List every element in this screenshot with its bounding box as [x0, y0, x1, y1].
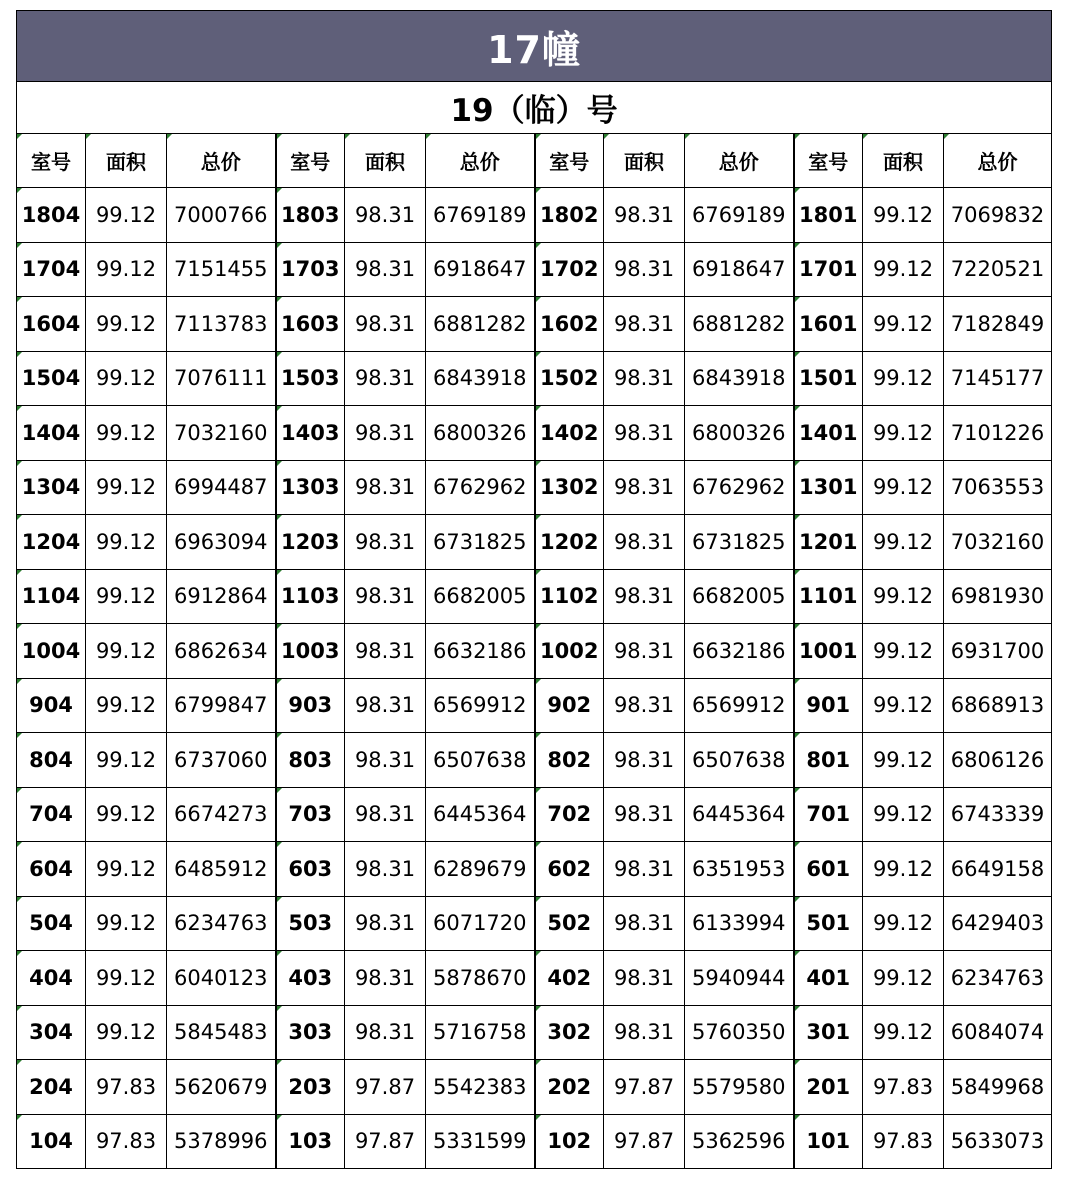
area-cell: 97.87 [345, 1060, 426, 1115]
area-cell: 99.12 [863, 787, 944, 842]
total-price-cell: 5378996 [167, 1114, 276, 1169]
area-cell: 99.12 [86, 569, 167, 624]
area-cell: 98.31 [345, 896, 426, 951]
area-cell: 99.12 [86, 1005, 167, 1060]
area-cell: 99.12 [863, 406, 944, 461]
area-cell: 97.87 [604, 1114, 685, 1169]
area-cell: 98.31 [345, 242, 426, 297]
area-cell: 99.12 [86, 678, 167, 733]
room-number-cell: 402 [535, 951, 604, 1006]
area-cell: 98.31 [604, 951, 685, 1006]
area-cell: 98.31 [604, 678, 685, 733]
area-cell: 97.83 [863, 1060, 944, 1115]
total-price-cell: 6445364 [426, 787, 535, 842]
area-cell: 99.12 [863, 896, 944, 951]
total-price-cell: 6649158 [944, 842, 1052, 897]
table-row [17, 1060, 1052, 1115]
area-cell: 98.31 [604, 733, 685, 788]
area-cell: 98.31 [604, 188, 685, 243]
total-price-cell: 6289679 [426, 842, 535, 897]
table-row [17, 1114, 1052, 1169]
total-price-cell: 6507638 [426, 733, 535, 788]
table-row [17, 188, 1052, 243]
total-price-cell: 7113783 [167, 297, 276, 352]
total-price-cell: 5878670 [426, 951, 535, 1006]
total-price-cell: 6843918 [685, 351, 794, 406]
total-price-cell: 6931700 [944, 624, 1052, 679]
total-price-header: 总价 [167, 134, 276, 188]
total-price-cell: 6799847 [167, 678, 276, 733]
room-number-cell: 1004 [17, 624, 86, 679]
total-price-header: 总价 [426, 134, 535, 188]
total-price-cell: 7145177 [944, 351, 1052, 406]
total-price-cell: 6862634 [167, 624, 276, 679]
price-list-sheet [16, 10, 1051, 1169]
area-cell: 98.31 [345, 733, 426, 788]
total-price-cell: 7076111 [167, 351, 276, 406]
area-cell: 99.12 [863, 842, 944, 897]
area-cell: 99.12 [863, 569, 944, 624]
area-cell: 99.12 [86, 515, 167, 570]
area-cell: 98.31 [345, 515, 426, 570]
room-number-cell: 1704 [17, 242, 86, 297]
total-price-cell: 5845483 [167, 1005, 276, 1060]
area-cell: 98.31 [604, 242, 685, 297]
area-cell: 99.12 [863, 460, 944, 515]
total-price-cell: 6981930 [944, 569, 1052, 624]
total-price-cell: 6881282 [426, 297, 535, 352]
room-number-cell: 601 [794, 842, 863, 897]
total-price-cell: 7063553 [944, 460, 1052, 515]
room-number-cell: 403 [276, 951, 345, 1006]
room-number-cell: 1701 [794, 242, 863, 297]
total-price-cell: 6918647 [426, 242, 535, 297]
room-number-header: 室号 [794, 134, 863, 188]
area-cell: 98.31 [604, 787, 685, 842]
total-price-cell: 6994487 [167, 460, 276, 515]
area-cell: 98.31 [604, 406, 685, 461]
room-number-cell: 103 [276, 1114, 345, 1169]
room-number-cell: 1203 [276, 515, 345, 570]
area-cell: 99.12 [863, 733, 944, 788]
table-row [17, 624, 1052, 679]
total-price-cell: 7000766 [167, 188, 276, 243]
area-cell: 98.31 [604, 842, 685, 897]
area-header: 面积 [345, 134, 426, 188]
total-price-cell: 6731825 [685, 515, 794, 570]
total-price-cell: 7101226 [944, 406, 1052, 461]
table-row [17, 515, 1052, 570]
area-cell: 98.31 [604, 569, 685, 624]
area-cell: 98.31 [604, 624, 685, 679]
room-number-cell: 104 [17, 1114, 86, 1169]
room-number-cell: 203 [276, 1060, 345, 1115]
total-price-cell: 6731825 [426, 515, 535, 570]
table-row [17, 678, 1052, 733]
total-price-cell: 6569912 [426, 678, 535, 733]
area-cell: 98.31 [604, 1005, 685, 1060]
total-price-cell: 7220521 [944, 242, 1052, 297]
room-number-cell: 901 [794, 678, 863, 733]
room-number-cell: 603 [276, 842, 345, 897]
total-price-cell: 6084074 [944, 1005, 1052, 1060]
total-price-cell: 5849968 [944, 1060, 1052, 1115]
room-number-cell: 1603 [276, 297, 345, 352]
total-price-cell: 6912864 [167, 569, 276, 624]
room-number-cell: 404 [17, 951, 86, 1006]
room-number-cell: 1103 [276, 569, 345, 624]
area-cell: 98.31 [604, 896, 685, 951]
room-number-cell: 704 [17, 787, 86, 842]
total-price-cell: 6963094 [167, 515, 276, 570]
room-number-cell: 1802 [535, 188, 604, 243]
room-number-cell: 1501 [794, 351, 863, 406]
room-number-cell: 101 [794, 1114, 863, 1169]
unit-rows [17, 188, 1052, 1169]
room-number-cell: 1803 [276, 188, 345, 243]
room-number-cell: 1104 [17, 569, 86, 624]
table-row [17, 242, 1052, 297]
area-cell: 99.12 [863, 624, 944, 679]
area-cell: 98.31 [345, 678, 426, 733]
room-number-cell: 1003 [276, 624, 345, 679]
total-price-cell: 5620679 [167, 1060, 276, 1115]
table-row [17, 406, 1052, 461]
total-price-cell: 5716758 [426, 1005, 535, 1060]
total-price-cell: 6843918 [426, 351, 535, 406]
area-cell: 99.12 [86, 733, 167, 788]
room-number-cell: 1101 [794, 569, 863, 624]
room-number-cell: 1304 [17, 460, 86, 515]
area-cell: 98.31 [604, 351, 685, 406]
room-number-cell: 701 [794, 787, 863, 842]
total-price-cell: 6737060 [167, 733, 276, 788]
total-price-cell: 7182849 [944, 297, 1052, 352]
total-price-cell: 6569912 [685, 678, 794, 733]
room-number-cell: 902 [535, 678, 604, 733]
total-price-cell: 6682005 [426, 569, 535, 624]
room-number-cell: 1404 [17, 406, 86, 461]
area-cell: 98.31 [345, 351, 426, 406]
area-cell: 98.31 [345, 569, 426, 624]
area-cell: 99.12 [863, 351, 944, 406]
building-number-subtitle: 19（临）号 [17, 82, 1052, 134]
room-number-cell: 1202 [535, 515, 604, 570]
total-price-cell: 6133994 [685, 896, 794, 951]
room-number-cell: 602 [535, 842, 604, 897]
area-cell: 97.83 [863, 1114, 944, 1169]
room-number-cell: 804 [17, 733, 86, 788]
area-cell: 98.31 [345, 188, 426, 243]
room-number-cell: 302 [535, 1005, 604, 1060]
area-cell: 97.87 [604, 1060, 685, 1115]
area-cell: 98.31 [345, 951, 426, 1006]
total-price-cell: 5760350 [685, 1005, 794, 1060]
total-price-cell: 6234763 [167, 896, 276, 951]
room-number-cell: 1503 [276, 351, 345, 406]
total-price-cell: 5940944 [685, 951, 794, 1006]
table-row [17, 569, 1052, 624]
total-price-cell: 6868913 [944, 678, 1052, 733]
total-price-cell: 5362596 [685, 1114, 794, 1169]
room-number-cell: 1703 [276, 242, 345, 297]
area-cell: 97.83 [86, 1060, 167, 1115]
room-number-cell: 703 [276, 787, 345, 842]
area-cell: 98.31 [345, 460, 426, 515]
room-number-cell: 801 [794, 733, 863, 788]
area-cell: 98.31 [604, 460, 685, 515]
total-price-cell: 6507638 [685, 733, 794, 788]
area-cell: 99.12 [863, 242, 944, 297]
room-number-cell: 1801 [794, 188, 863, 243]
total-price-cell: 6674273 [167, 787, 276, 842]
room-number-cell: 1602 [535, 297, 604, 352]
area-cell: 98.31 [604, 515, 685, 570]
area-cell: 99.12 [863, 515, 944, 570]
total-price-cell: 7151455 [167, 242, 276, 297]
area-cell: 98.31 [345, 1005, 426, 1060]
area-cell: 98.31 [345, 787, 426, 842]
total-price-cell: 6632186 [685, 624, 794, 679]
total-price-cell: 7032160 [167, 406, 276, 461]
room-number-cell: 301 [794, 1005, 863, 1060]
total-price-cell: 6040123 [167, 951, 276, 1006]
room-number-cell: 1002 [535, 624, 604, 679]
room-number-cell: 201 [794, 1060, 863, 1115]
room-number-cell: 1403 [276, 406, 345, 461]
area-cell: 99.12 [86, 406, 167, 461]
room-number-cell: 1401 [794, 406, 863, 461]
room-number-cell: 1204 [17, 515, 86, 570]
total-price-cell: 6429403 [944, 896, 1052, 951]
room-number-cell: 1804 [17, 188, 86, 243]
area-cell: 99.12 [86, 460, 167, 515]
room-number-cell: 1402 [535, 406, 604, 461]
area-cell: 98.31 [345, 406, 426, 461]
room-number-cell: 1604 [17, 297, 86, 352]
room-number-cell: 1201 [794, 515, 863, 570]
building-title: 17幢 [17, 11, 1052, 82]
area-cell: 99.12 [863, 297, 944, 352]
room-number-cell: 1504 [17, 351, 86, 406]
room-number-header: 室号 [276, 134, 345, 188]
area-header: 面积 [863, 134, 944, 188]
area-cell: 99.12 [86, 787, 167, 842]
room-number-cell: 503 [276, 896, 345, 951]
room-number-cell: 1302 [535, 460, 604, 515]
total-price-cell: 6881282 [685, 297, 794, 352]
table-row [17, 460, 1052, 515]
table-row [17, 787, 1052, 842]
area-cell: 99.12 [86, 242, 167, 297]
total-price-cell: 5633073 [944, 1114, 1052, 1169]
total-price-cell: 6918647 [685, 242, 794, 297]
total-price-cell: 6234763 [944, 951, 1052, 1006]
area-cell: 97.87 [345, 1114, 426, 1169]
total-price-cell: 5542383 [426, 1060, 535, 1115]
price-table [16, 10, 1052, 1169]
area-cell: 99.12 [86, 188, 167, 243]
table-row [17, 1005, 1052, 1060]
total-price-cell: 6800326 [426, 406, 535, 461]
table-row [17, 951, 1052, 1006]
room-number-cell: 1001 [794, 624, 863, 679]
total-price-cell: 6762962 [426, 460, 535, 515]
room-number-cell: 401 [794, 951, 863, 1006]
total-price-cell: 6351953 [685, 842, 794, 897]
room-number-cell: 1102 [535, 569, 604, 624]
table-row [17, 297, 1052, 352]
room-number-header: 室号 [535, 134, 604, 188]
room-number-cell: 1303 [276, 460, 345, 515]
area-header: 面积 [604, 134, 685, 188]
area-cell: 99.12 [86, 951, 167, 1006]
room-number-cell: 303 [276, 1005, 345, 1060]
area-cell: 98.31 [345, 842, 426, 897]
total-price-cell: 6769189 [426, 188, 535, 243]
column-header-row [17, 134, 1052, 188]
room-number-cell: 903 [276, 678, 345, 733]
total-price-header: 总价 [685, 134, 794, 188]
room-number-cell: 702 [535, 787, 604, 842]
total-price-cell: 6485912 [167, 842, 276, 897]
area-cell: 99.12 [863, 678, 944, 733]
room-number-header: 室号 [17, 134, 86, 188]
room-number-cell: 204 [17, 1060, 86, 1115]
total-price-header: 总价 [944, 134, 1052, 188]
total-price-cell: 6762962 [685, 460, 794, 515]
total-price-cell: 6800326 [685, 406, 794, 461]
total-price-cell: 6071720 [426, 896, 535, 951]
total-price-cell: 5331599 [426, 1114, 535, 1169]
area-cell: 99.12 [863, 188, 944, 243]
area-cell: 98.31 [345, 624, 426, 679]
room-number-cell: 102 [535, 1114, 604, 1169]
room-number-cell: 1301 [794, 460, 863, 515]
total-price-cell: 5579580 [685, 1060, 794, 1115]
total-price-cell: 6682005 [685, 569, 794, 624]
total-price-cell: 7032160 [944, 515, 1052, 570]
area-cell: 99.12 [86, 624, 167, 679]
table-row [17, 842, 1052, 897]
total-price-cell: 6445364 [685, 787, 794, 842]
area-cell: 98.31 [345, 297, 426, 352]
total-price-cell: 6769189 [685, 188, 794, 243]
room-number-cell: 604 [17, 842, 86, 897]
area-cell: 97.83 [86, 1114, 167, 1169]
table-row [17, 733, 1052, 788]
room-number-cell: 501 [794, 896, 863, 951]
room-number-cell: 904 [17, 678, 86, 733]
total-price-cell: 7069832 [944, 188, 1052, 243]
table-row [17, 351, 1052, 406]
area-header: 面积 [86, 134, 167, 188]
area-cell: 98.31 [604, 297, 685, 352]
area-cell: 99.12 [86, 896, 167, 951]
room-number-cell: 504 [17, 896, 86, 951]
area-cell: 99.12 [863, 951, 944, 1006]
total-price-cell: 6743339 [944, 787, 1052, 842]
area-cell: 99.12 [86, 842, 167, 897]
table-row [17, 896, 1052, 951]
total-price-cell: 6632186 [426, 624, 535, 679]
room-number-cell: 802 [535, 733, 604, 788]
room-number-cell: 502 [535, 896, 604, 951]
room-number-cell: 803 [276, 733, 345, 788]
total-price-cell: 6806126 [944, 733, 1052, 788]
area-cell: 99.12 [86, 351, 167, 406]
room-number-cell: 1502 [535, 351, 604, 406]
area-cell: 99.12 [86, 297, 167, 352]
room-number-cell: 202 [535, 1060, 604, 1115]
room-number-cell: 1702 [535, 242, 604, 297]
area-cell: 99.12 [863, 1005, 944, 1060]
room-number-cell: 304 [17, 1005, 86, 1060]
room-number-cell: 1601 [794, 297, 863, 352]
